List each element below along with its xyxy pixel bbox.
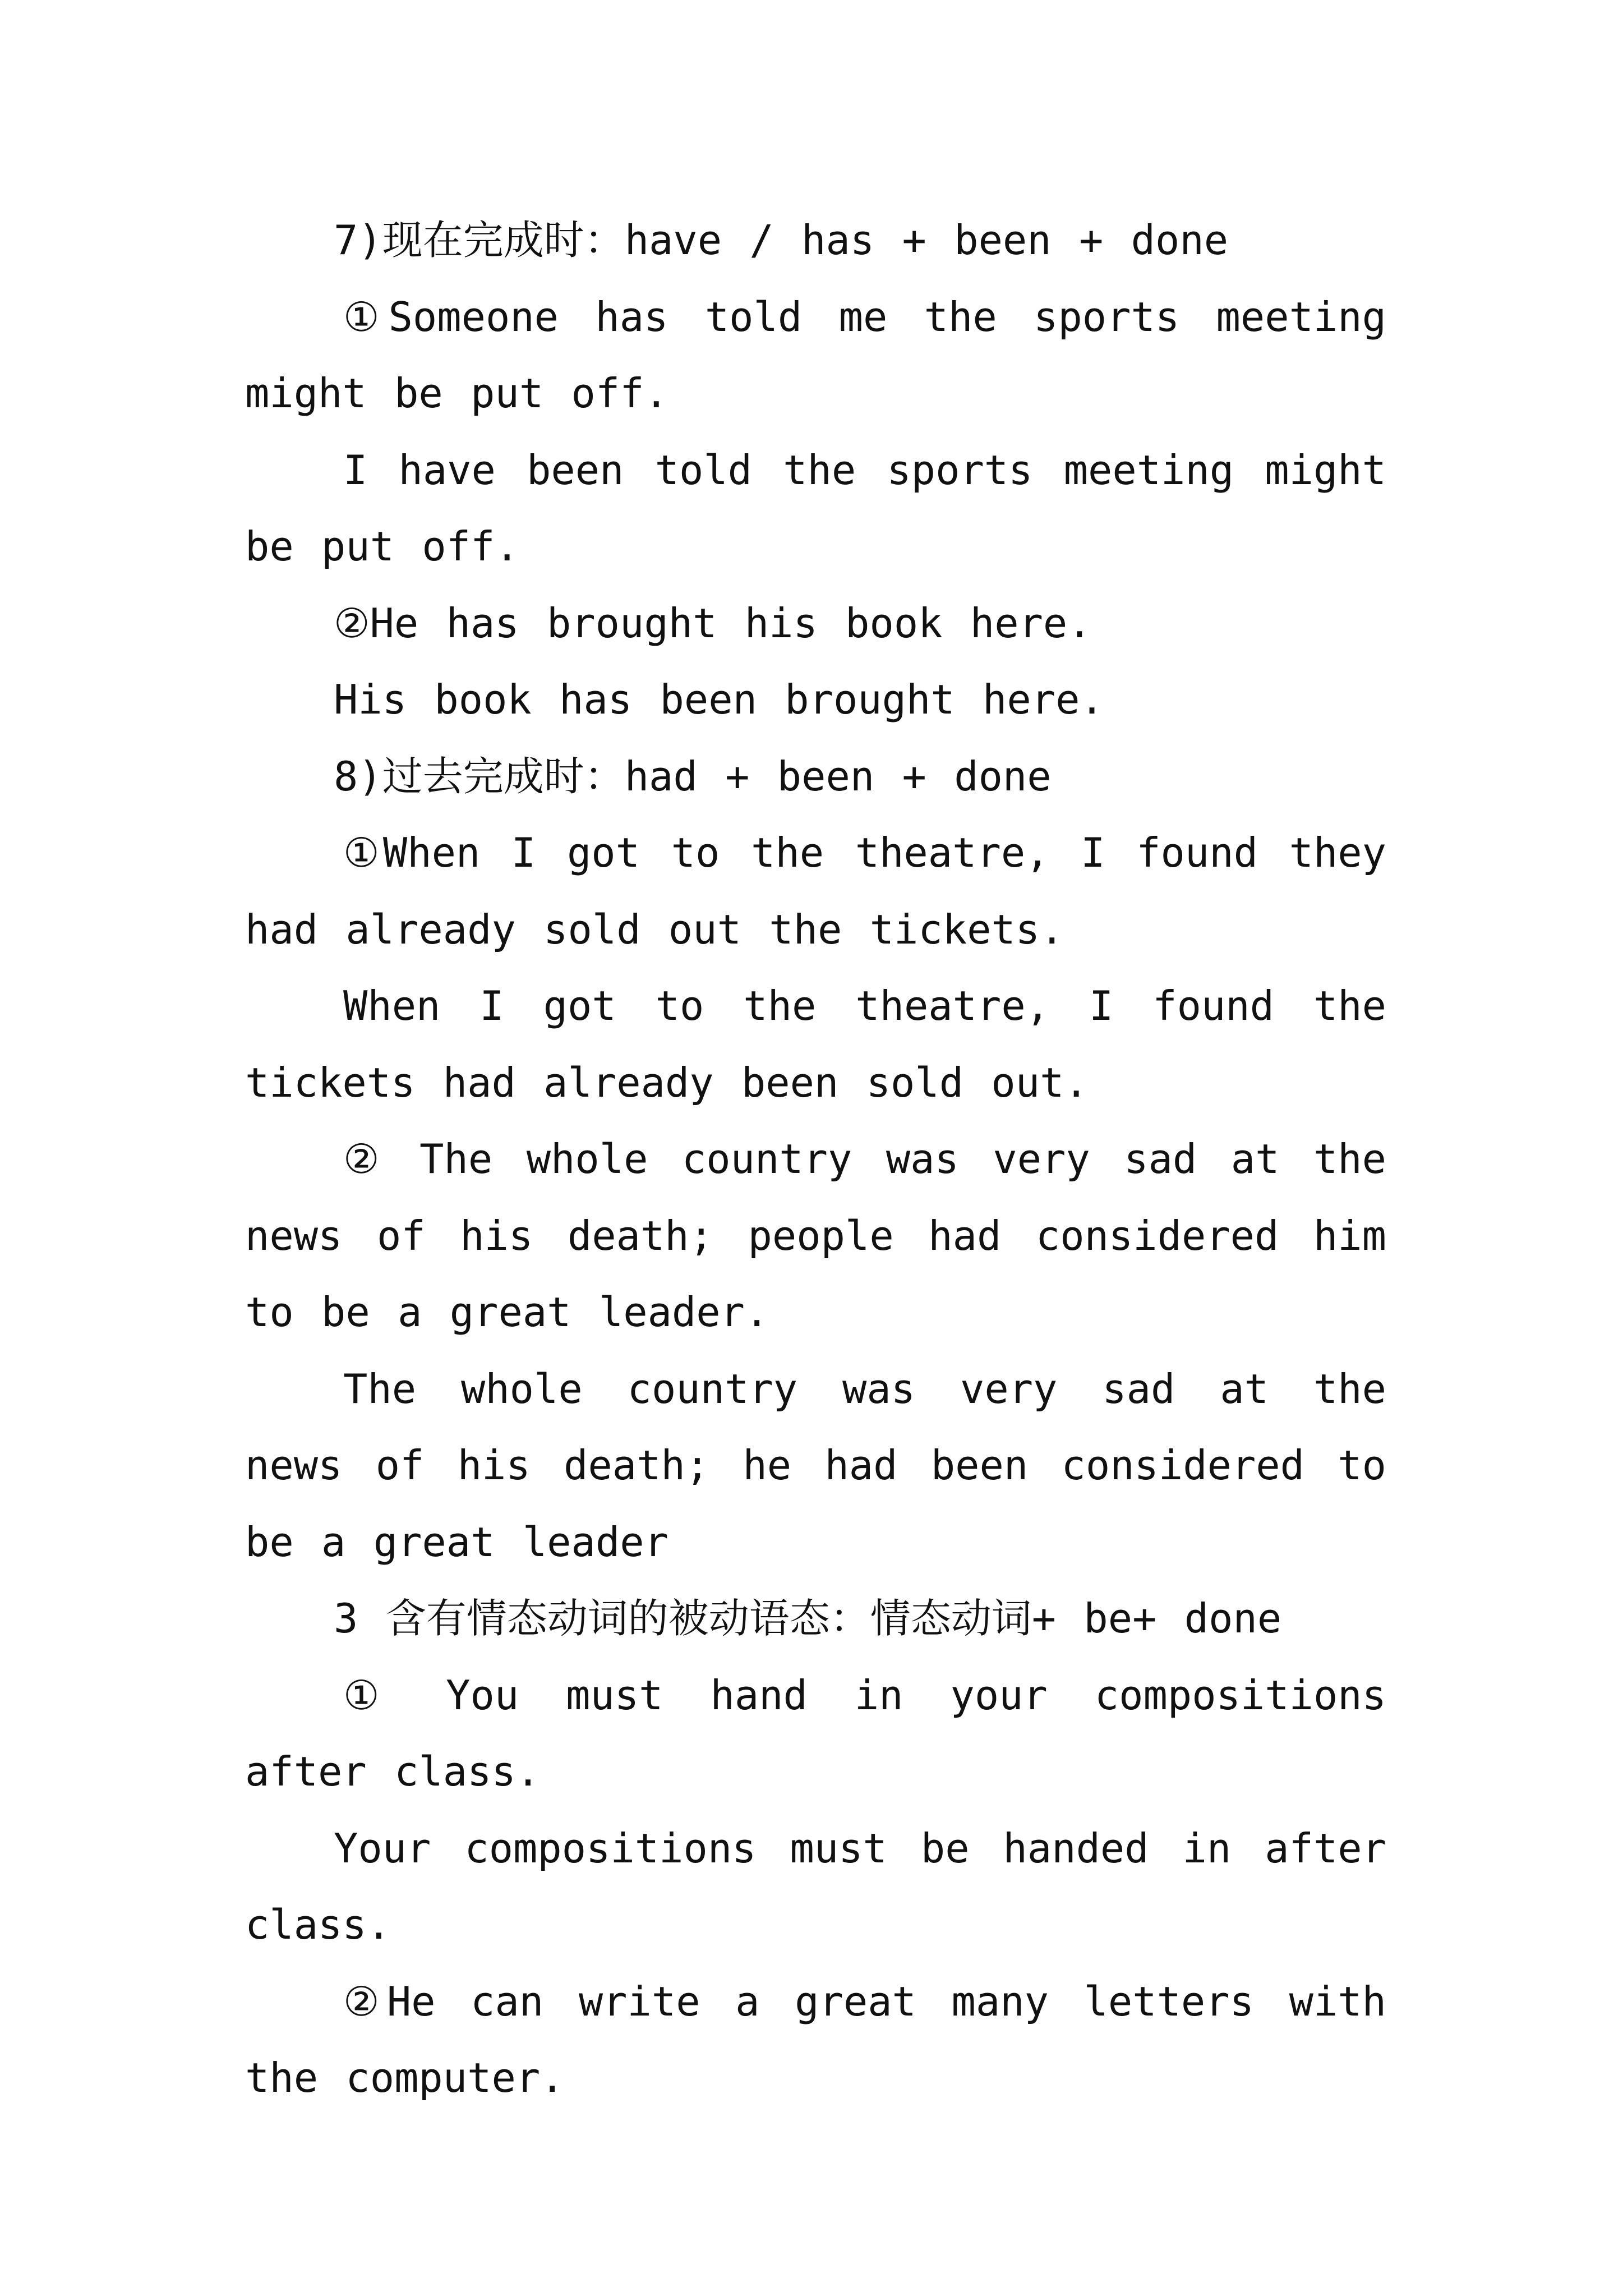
section-heading-present-perfect: 7)现在完成时：have / has + been + done [334,217,1229,264]
example-sentence-active: ② The whole country was very sad at the news of his death; people had considered him to be a great leader. [245,1135,1386,1336]
section-heading-modal-passive: 3 含有情态动词的被动语态：情态动词+ be+ done [334,1595,1282,1642]
example-sentence-passive: The whole country was very sad at the news of his death; he had been considered to be a great leader [245,1365,1386,1566]
example-sentence-active: ①Someone has told me the sports meeting might be put off. [245,293,1386,417]
section-heading-past-perfect: 8)过去完成时：had + been + done [334,752,1052,800]
example-sentence-active: ②He has brought his book here. [334,599,1092,647]
example-sentence-passive: His book has been brought here. [334,676,1104,723]
example-sentence-passive: I have been told the sports meeting might be put off. [245,446,1386,570]
example-sentence-active: ②He can write a great many letters with the computer. [245,1977,1386,2101]
example-sentence-passive: Your compositions must be handed in after class. [245,1824,1386,1948]
example-sentence-active: ①When I got to the theatre, I found they had already sold out the tickets. [245,829,1386,953]
example-sentence-active: ① You must hand in your compositions after class. [245,1671,1386,1795]
document-body [245,202,1386,2116]
example-sentence-passive: When I got to the theatre, I found the tickets had already been sold out. [245,982,1386,1106]
